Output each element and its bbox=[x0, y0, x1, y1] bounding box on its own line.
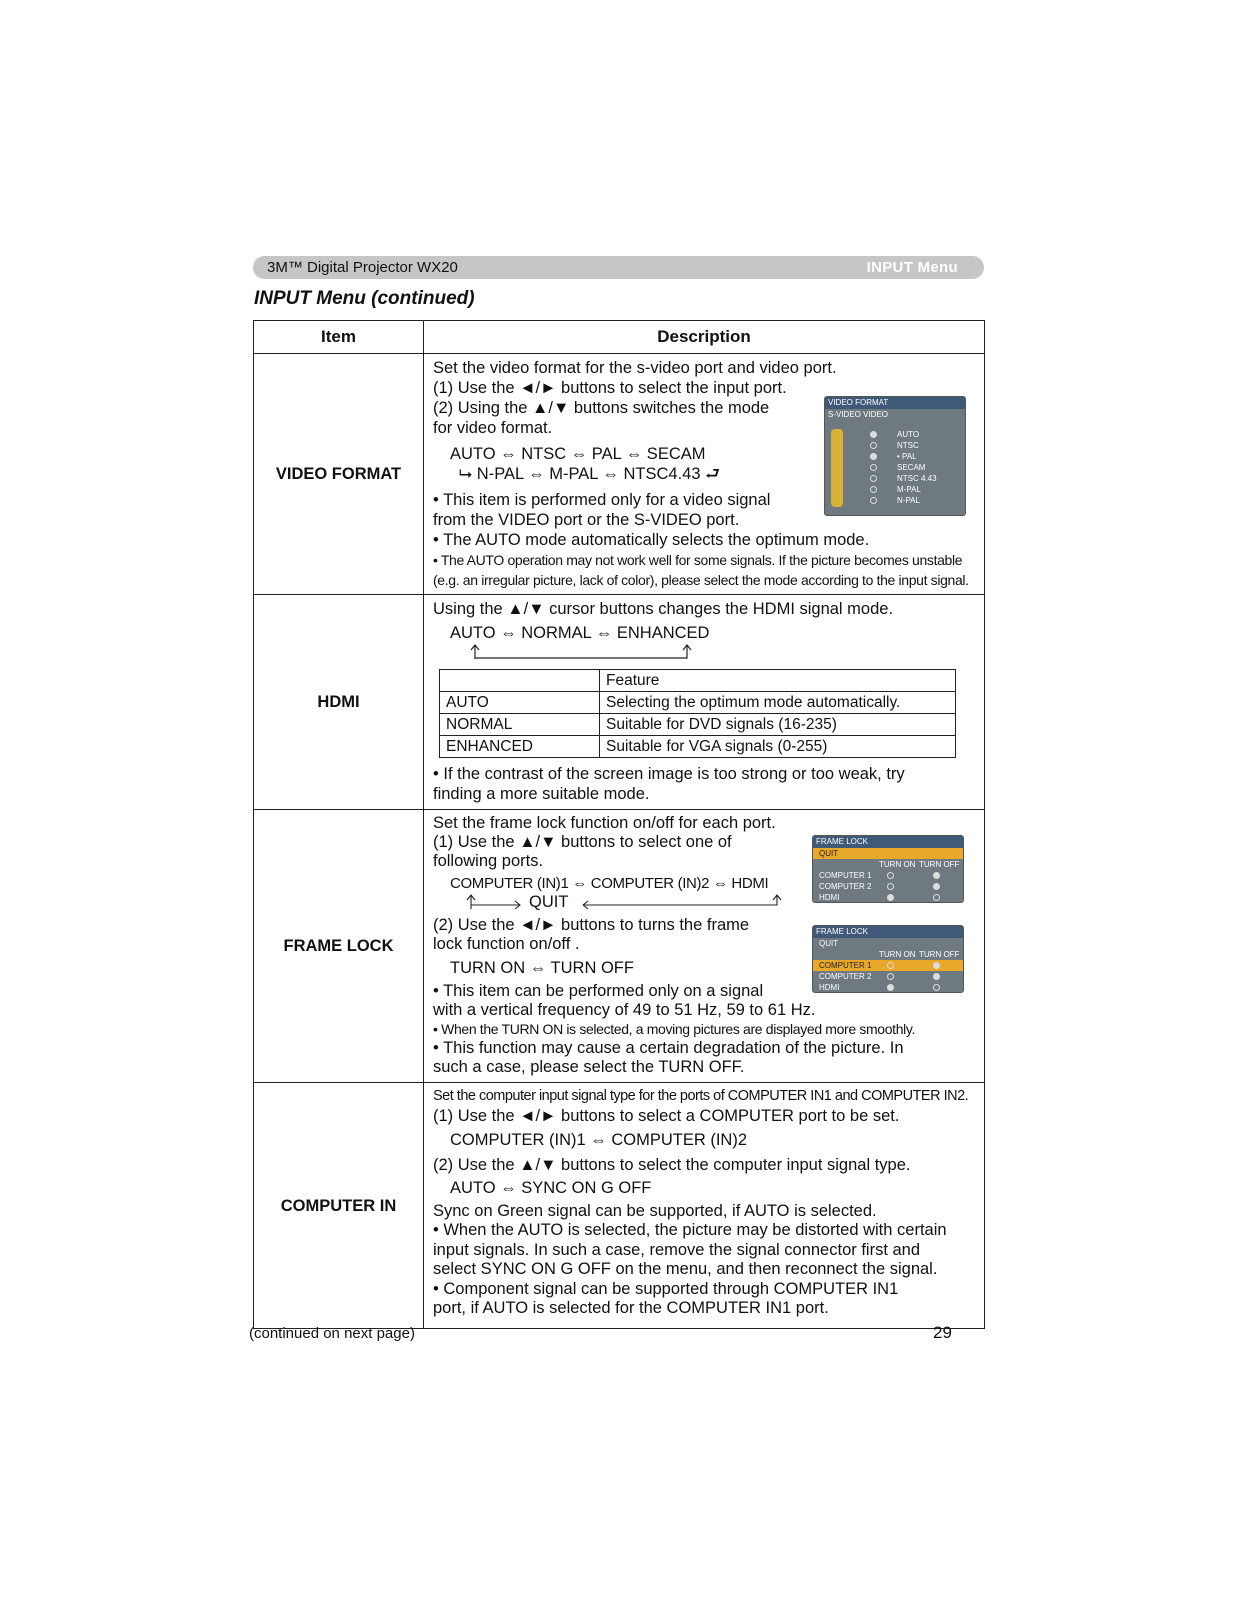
table-row bbox=[440, 670, 956, 692]
mode-cell: AUTO bbox=[440, 692, 600, 714]
small-line: Set the computer input signal type for the ports of COMPUTER IN1 and COMPUTER IN2. bbox=[433, 1088, 969, 1104]
port-cycle: COMPUTER (IN)1 ⇔ COMPUTER (IN)2 bbox=[450, 1131, 747, 1149]
text-line: for video format. bbox=[433, 419, 553, 437]
text-line: following ports. bbox=[433, 852, 544, 870]
hdmi-feature-table bbox=[439, 669, 956, 758]
port-cycle: COMPUTER (IN)1 ⇔ COMPUTER (IN)2 ⇔ HDMI bbox=[450, 875, 769, 892]
video-format-menu-thumbnail bbox=[824, 396, 966, 516]
note-line: • If the contrast of the screen image is too strong or too weak, try bbox=[433, 765, 905, 783]
text-line: Sync on Green signal can be supported, if AUTO is selected. bbox=[433, 1201, 877, 1220]
thumb-subtitle: S-VIDEO VIDEO bbox=[828, 410, 889, 419]
text-line: (1) Use the ▲/▼ buttons to select one of bbox=[433, 833, 732, 851]
header-product: 3M™ Digital Projector WX20 bbox=[267, 259, 458, 276]
frame-lock-menu-thumbnail-computer1: FRAME LOCK QUIT TURN ON TURN OFF COMPUTER 1 COMPUTER 2 HDMI bbox=[812, 925, 964, 993]
table-row bbox=[254, 1083, 985, 1329]
note-line: input signals. In such a case, remove the signal connector first and bbox=[433, 1240, 921, 1259]
mode-cycle: AUTO ⇔ NORMAL ⇔ ENHANCED bbox=[450, 624, 710, 642]
text-line: Using the ▲/▼ cursor buttons changes the HDMI signal mode. bbox=[433, 600, 894, 618]
text-line: (1) Use the ◄/► buttons to select the input port. bbox=[433, 379, 787, 397]
table-row bbox=[254, 810, 985, 1083]
header-section: INPUT Menu bbox=[866, 259, 958, 276]
note-line: from the VIDEO port or the S-VIDEO port. bbox=[433, 511, 740, 529]
text-line: Set the frame lock function on/off for each port. bbox=[433, 814, 776, 832]
text-line: (1) Use the ◄/► buttons to select a COMPUTER port to be set. bbox=[433, 1106, 900, 1125]
loop-arrow bbox=[433, 643, 976, 661]
thumb-title: VIDEO FORMAT bbox=[825, 397, 965, 409]
col-item-header: Item bbox=[254, 321, 424, 354]
header-bar bbox=[253, 256, 984, 279]
desc-computer-in bbox=[424, 1083, 985, 1329]
small-note: • The AUTO operation may not work well for some signals. If the picture becomes unstable bbox=[433, 552, 963, 568]
desc-video-format bbox=[424, 354, 985, 595]
note-line: • The AUTO mode automatically selects the optimum mode. bbox=[433, 531, 870, 549]
note-line: • This item can be performed only on a signal bbox=[433, 982, 764, 1000]
item-video-format: VIDEO FORMAT bbox=[254, 354, 424, 595]
return-arrow-icon bbox=[469, 643, 729, 661]
port-selector-strip bbox=[831, 429, 843, 507]
page-number: 29 bbox=[933, 1323, 952, 1342]
note-line: • This function may cause a certain degradation of the picture. In bbox=[433, 1039, 904, 1057]
col-description-header: Description bbox=[424, 321, 985, 354]
thumb-options: AUTO NTSC • PAL SECAM NTSC 4.43 M-PAL N-PAL bbox=[897, 430, 937, 505]
desc-frame-lock bbox=[424, 810, 985, 1083]
feature-cell: Suitable for DVD signals (16-235) bbox=[600, 714, 956, 736]
mode-cycle: AUTO ⇔ SYNC ON G OFF bbox=[450, 1179, 652, 1197]
text-line: (2) Use the ▲/▼ buttons to select the computer input signal type. bbox=[433, 1155, 911, 1174]
table-row bbox=[254, 354, 985, 595]
item-frame-lock: FRAME LOCK bbox=[254, 810, 424, 1083]
page-title: INPUT Menu (continued) bbox=[254, 288, 475, 309]
table-header-row bbox=[254, 321, 985, 354]
note-line: select SYNC ON G OFF on the menu, and then reconnect the signal. bbox=[433, 1260, 938, 1278]
feature-cell: Selecting the optimum mode automatically. bbox=[600, 692, 956, 714]
radio-column bbox=[870, 431, 877, 508]
feature-cell: Suitable for VGA signals (0-255) bbox=[600, 736, 956, 758]
note-line: • When the AUTO is selected, the picture may be distorted with certain bbox=[433, 1221, 947, 1239]
mode-cycle: AUTO ⇔ NTSC ⇔ PAL ⇔ SECAM bbox=[450, 445, 706, 463]
text-line: Set the video format for the s-video port and video port. bbox=[433, 359, 837, 377]
desc-hdmi bbox=[424, 595, 985, 810]
note-line: • This item is performed only for a video signal bbox=[433, 491, 771, 509]
table-row bbox=[440, 736, 956, 758]
quit-label: QUIT bbox=[529, 893, 569, 911]
text-line: (2) Using the ▲/▼ buttons switches the mode bbox=[433, 399, 770, 417]
frame-lock-menu-thumbnail-quit: FRAME LOCK QUIT TURN ON TURN OFF COMPUTER 1 COMPUTER 2 HDMI bbox=[812, 835, 964, 903]
return-arrow-icon bbox=[465, 893, 805, 912]
table-row bbox=[440, 714, 956, 736]
small-note: (e.g. an irregular picture, lack of color), please select the mode according to the input signal. bbox=[433, 572, 969, 588]
feature-header: Feature bbox=[600, 670, 956, 692]
input-menu-table bbox=[253, 320, 985, 1329]
note-line: finding a more suitable mode. bbox=[433, 785, 650, 803]
table-row bbox=[254, 595, 985, 810]
mode-cycle: TURN ON ⇔ TURN OFF bbox=[450, 959, 634, 977]
continued-note: (continued on next page) bbox=[249, 1325, 415, 1342]
mode-cell: ENHANCED bbox=[440, 736, 600, 758]
note-line: port, if AUTO is selected for the COMPUTER IN1 port. bbox=[433, 1299, 829, 1317]
mode-cycle: ⮡ N-PAL ⇔ M-PAL ⇔ NTSC4.43 ⮐ bbox=[459, 465, 720, 483]
item-computer-in: COMPUTER IN bbox=[254, 1083, 424, 1329]
table-row bbox=[440, 692, 956, 714]
item-hdmi: HDMI bbox=[254, 595, 424, 810]
small-note: • When the TURN ON is selected, a moving pictures are displayed more smoothly. bbox=[433, 1021, 916, 1037]
note-line: such a case, please select the TURN OFF. bbox=[433, 1058, 745, 1076]
mode-cell: NORMAL bbox=[440, 714, 600, 736]
note-line: • Component signal can be supported through COMPUTER IN1 bbox=[433, 1279, 899, 1298]
note-line: with a vertical frequency of 49 to 51 Hz, 59 to 61 Hz. bbox=[433, 1001, 816, 1019]
text-line: lock function on/off . bbox=[433, 935, 580, 953]
text-line: (2) Use the ◄/► buttons to turns the frame bbox=[433, 916, 750, 934]
